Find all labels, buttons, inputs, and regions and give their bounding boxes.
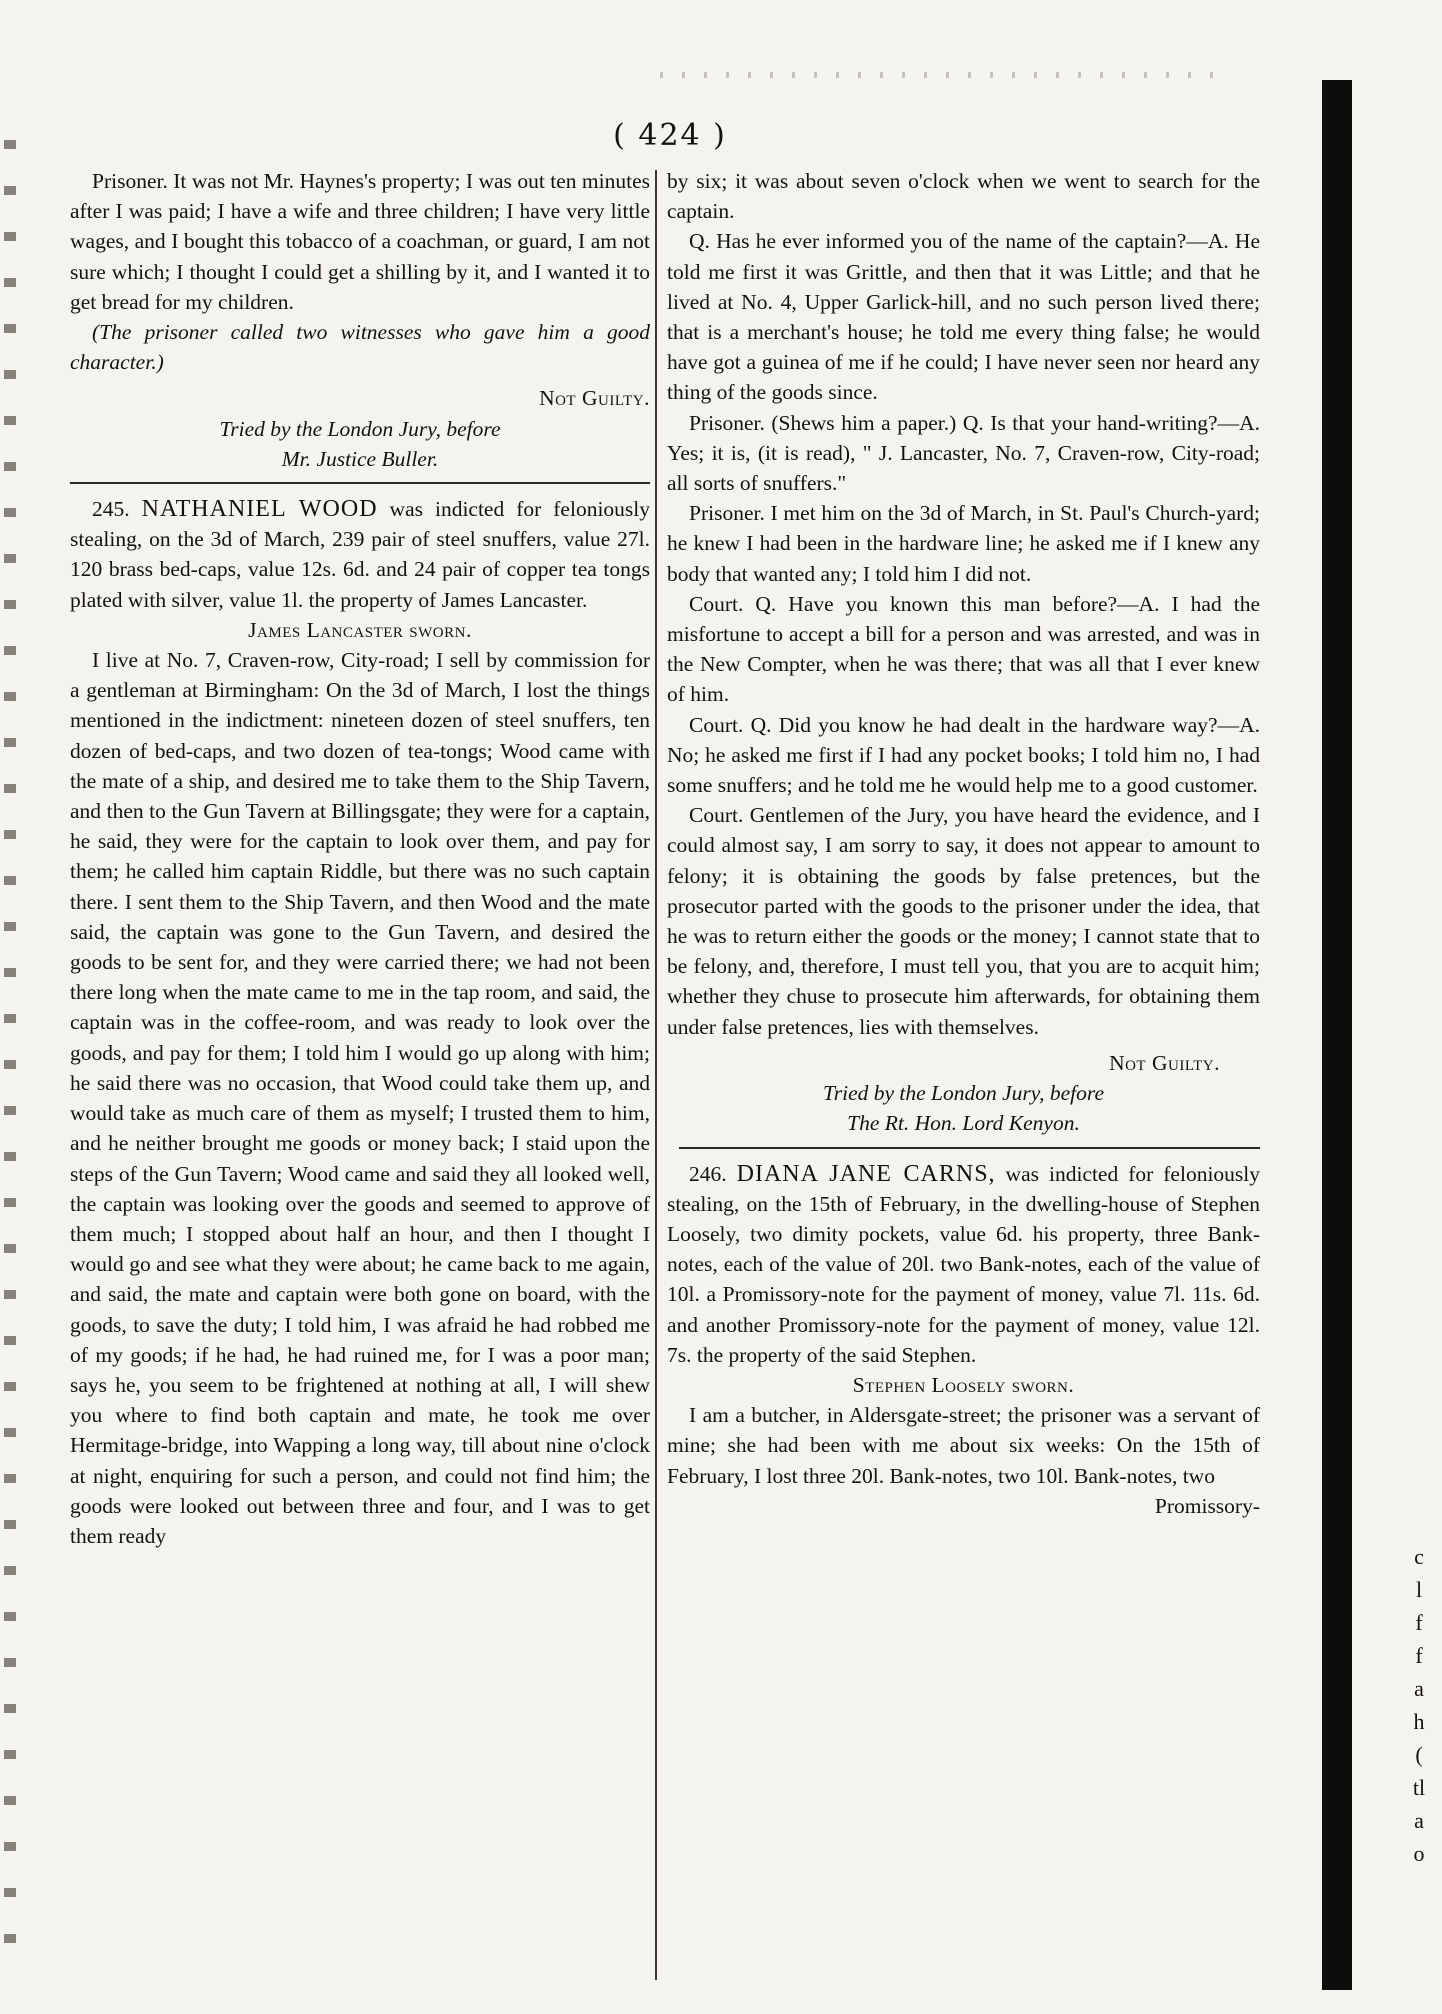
catchword: Promissory- [1154,1493,1260,1518]
witness-testimony: I live at No. 7, Craven-row, City-road; I sell by commission for a gentleman at Birmingham: On the 3d of March, I lost the things mentioned in the indictment: nineteen dozen of steel snuffers, ten dozen of bed-caps, and two dozen of tea-tongs; Wood came with the mate of a ship, and desired me to take them to the Ship Tavern, and then to the Gun Tavern at Billingsgate; they were for a captain, he said, they were for the captain to look over them, and pay for them; he called him captain Riddle, but there was no such captain there. I sent them to the Ship Tavern, and then Wood and the mate said, the captain was gone to the Gun Tavern, and desired the goods to be sent for, and they were carried there; we had not been there long when the mate came to me in the tap room, and said, the captain was in the coffee-room, and was ready to look over the goods, and pay for them; I told him I would go up along with him; he said there was no occasion, that Wood could take them up, and would take as much care of them as myself; I trusted them to him, and he neither brought me goods or money back; I staid upon the steps of the Gun Tavern; Wood came and said they all looked well, the captain was looking over the goods and seemed to approve of them much; I stopped about half an hour, and then I thought I would go and see what they were about; he came back to me again, and said, the mate and captain were both gone on board, with the goods, to save the duty; I told him, I was afraid he had robbed me of my goods; if he had, he had ruined me, for I was a poor man; says he, you seem to be frightened at nothing at all, I will shew you where to find both captain and mate, he took me over Hermitage-bridge, into Wapping a long way, till about nine o'clock at night, enquiring for such a person, and could not find him; the goods were looked out between three and four, and I was to get them ready [70,648,650,1548]
verdict: Not Guilty. [1109,1050,1220,1075]
section-rule [679,1147,1260,1149]
edge-letter: o [1413,1841,1425,1866]
question-answer: Q. Has he ever informed you of the name of the captain?—A. He told me first it was Grittle, and then that it was Little; and that he lived at No. 4, Upper Garlick-hill, and no such person lived there; that is a merchant's house; he told me every thing false; he would have got a guinea of me if he could; I have never seen nor heard any thing of the goods since. [667,229,1260,405]
case-heading [70,494,650,615]
tried-line: Tried by the London Jury, before [219,416,501,441]
edge-letter: a [1414,1676,1424,1701]
edge-letter: f [1415,1643,1423,1668]
court-question: Court. Q. Have you known this man before?—A. I had the misfortune to accept a bill for a person and was arrested, and was in the New Compter, when he was there; that was all that I ever knew of him. [667,591,1260,707]
witness-sworn: Stephen Loosely sworn. [852,1372,1075,1397]
testimony-continuation: by six; it was about seven o'clock when we went to search for the captain. [667,169,1260,224]
court-question: Court. Q. Did you know he had dealt in the hardware way?—A. No; he asked me first if I had any pocket books; I told him no, I had some snuffers; and he told me he would help me to a good customer. [667,712,1260,798]
edge-letter: c [1414,1544,1424,1569]
scan-speckle [660,72,1220,78]
left-column [70,166,650,1551]
binding-shadow [1322,80,1352,1990]
prisoner-statement: Prisoner. I met him on the 3d of March, in St. Paul's Church-yard; he knew I had been in the hardware line; he asked me if I knew any body that wanted any; I told him I did not. [667,501,1260,586]
edge-letter: l [1415,1577,1423,1602]
column-divider [655,170,657,1980]
witness-sworn: James Lancaster sworn. [248,617,472,642]
edge-letter: ( [1415,1742,1423,1767]
page-number: ( 424 ) [613,118,727,153]
tried-line: The Rt. Hon. Lord Kenyon. [847,1111,1080,1136]
scan-speckle [4,140,16,1960]
witness-testimony: I am a butcher, in Aldersgate-street; the prisoner was a servant of mine; she had been with me about six weeks: On the 15th of February, I lost three 20l. Bank-notes, two 10l. Bank-notes, two [667,1403,1260,1488]
case-number: 246. [689,1161,727,1186]
indictment-text: was indicted for feloniously stealing, on the 15th of February, in the dwelling-house of Stephen Loosely, two dimity pockets, value 6d. his property, three Bank-notes, each of the value of 20l. two Bank-notes, each of the value of 10l. a Promissory-note for the payment of money, value 7l. 11s. 6d. and another Promissory-note for the payment of money, value 12l. 7s. the property of the said Stephen. [667,1161,1261,1367]
defendant-name: DIANA JANE CARNS, [736,1160,996,1187]
case-number: 245. [92,497,130,522]
edge-letter: tl [1412,1775,1426,1800]
case-heading [667,1159,1260,1370]
character-note: (The prisoner called two witnesses who gave him a good character.) [70,320,650,375]
prisoner-statement: Prisoner. It was not Mr. Haynes's property; I was out ten minutes after I was paid; I have a wife and three children; I have very little wages, and I bought this tobacco of a coachman, or guard, I am not sure which; I thought I could get a shilling by it, and I wanted it to get bread for my children. [70,169,650,314]
indictment-text: was indicted for feloniously stealing, on the 3d of March, 239 pair of steel snuffers, value 27l. 120 brass bed-caps, value 12s. 6d. and 24 pair of copper tea tongs plated with silver, value 1l. the property of James Lancaster. [70,497,651,612]
edge-letter: f [1415,1610,1423,1635]
defendant-name: NATHANIEL WOOD [141,496,378,523]
facing-page-edge [1404,1540,1434,1870]
right-column [667,166,1260,1521]
edge-letter: h [1413,1709,1425,1734]
verdict: Not Guilty. [539,386,650,411]
tried-line: Mr. Justice Buller. [281,446,439,471]
tried-line: Tried by the London Jury, before [822,1081,1105,1106]
court-charge: Court. Gentlemen of the Jury, you have heard the evidence, and I could almost say, I am sorry to say, it does not appear to amount to felony; it is obtaining the goods by false pretences, but the prosecutor parted with the goods to the prisoner under the idea, that he was to return either the goods or the money; I cannot state that to be felony, and, therefore, I must tell you, that you are to acquit him; whether they chuse to prosecute him afterwards, for obtaining them under false pretences, lies with themselves. [667,803,1260,1039]
edge-letter: a [1414,1808,1424,1833]
section-rule [70,482,650,484]
prisoner-question: Prisoner. (Shews him a paper.) Q. Is that your hand-writing?—A. Yes; it is, (it is read), " J. Lancaster, No. 7, Craven-row, City-road; all sorts of snuffers." [667,410,1260,496]
